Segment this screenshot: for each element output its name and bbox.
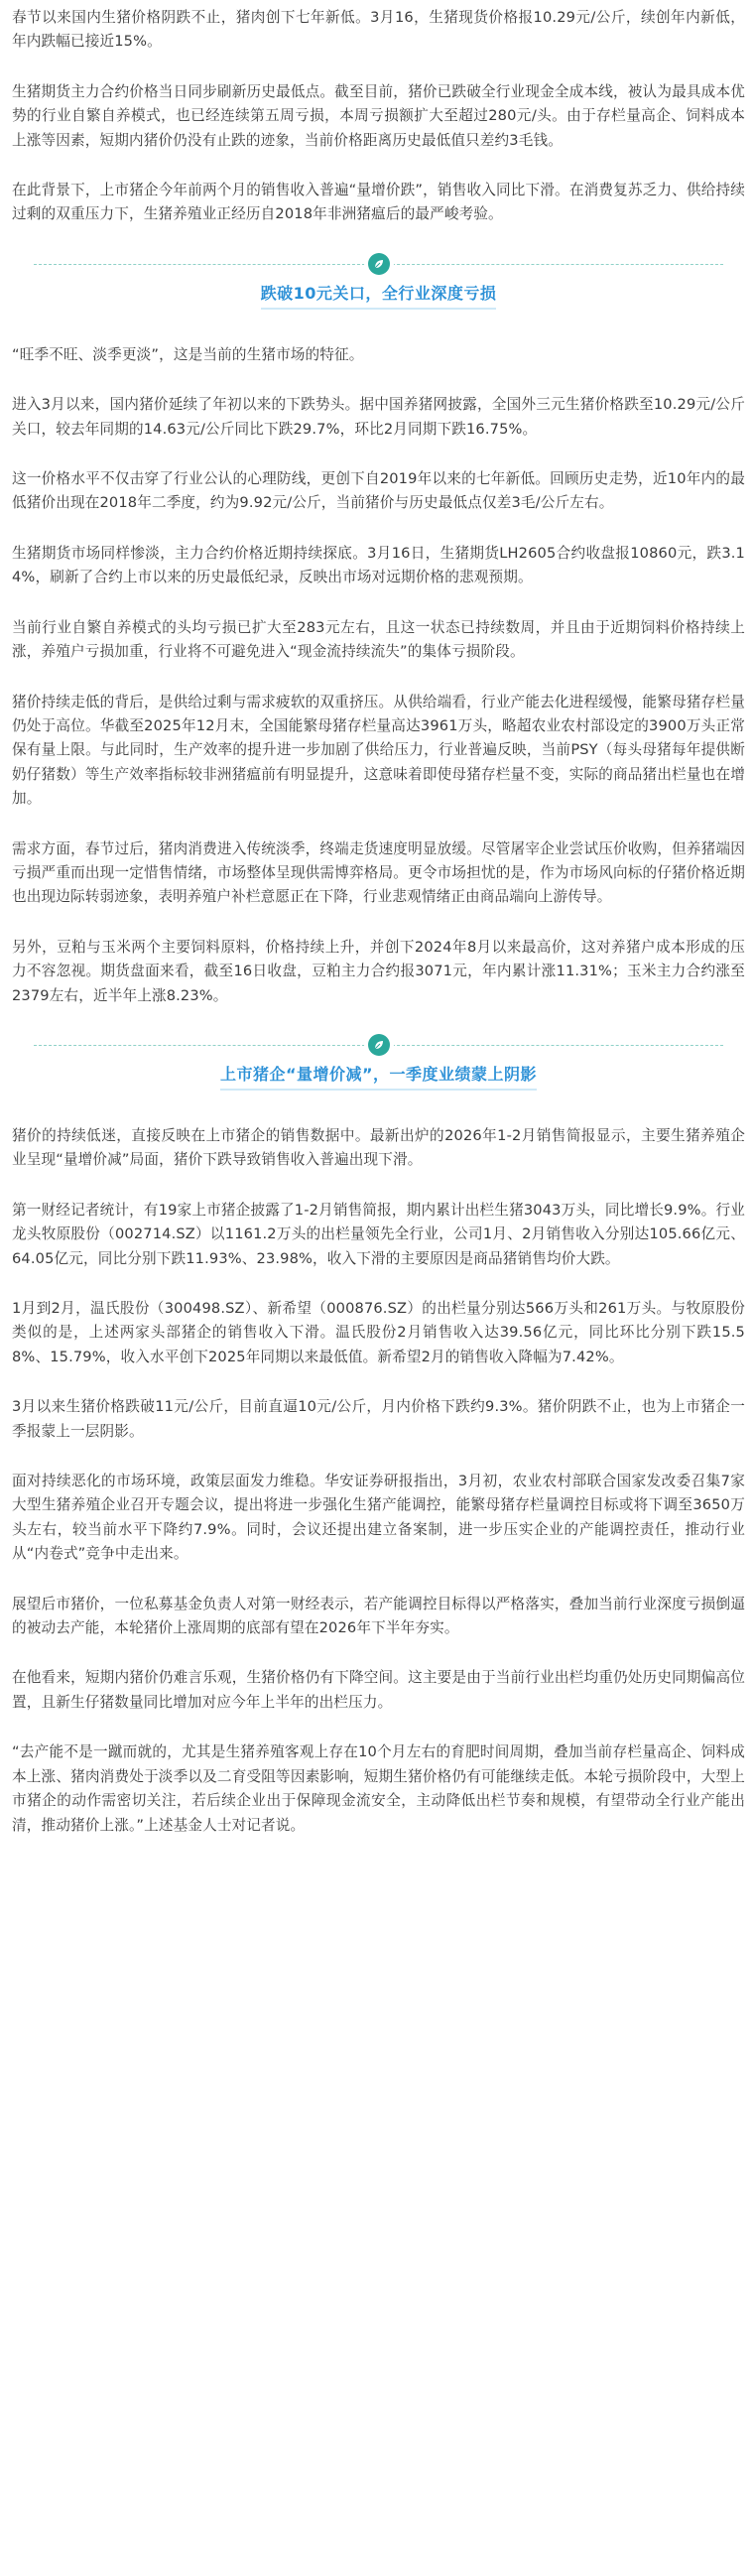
body-paragraph: 猪价持续走低的背后，是供给过剩与需求疲软的双重挤压。从供给端看，行业产能去化进程缓慢，能繁母猪存栏量仍处于高位。华截至2025年12月末，全国能繁母猪存栏量高达3961万头，略超农业农村部设定的3900万头正常保有量上限。与此同时，生产效率的提升进一步加剧了供给压力，行业普遍反映，当前PSY（每头母猪每年提供断奶仔猪数）等生产效率指标较非洲猪瘟前有明显提升，这意味着即使母猪存栏量不变，实际的商品猪出栏量也在增加。 xyxy=(12,693,745,808)
body-paragraph: 生猪期货市场同样惨淡，主力合约价格近期持续探底。3月16日，生猪期货LH2605合约收盘报10860元，跌3.14%，刷新了合约上市以来的历史最低纪录，反映出市场对远期价格的悲观预期。 xyxy=(12,544,745,586)
body-paragraph: 展望后市猪价，一位私募基金负责人对第一财经表示，若产能调控目标得以严格落实，叠加当前行业深度亏损倒逼的被动去产能，本轮猪价上涨周期的底部有望在2026年下半年夯实。 xyxy=(12,1595,745,1637)
section-divider xyxy=(12,253,745,275)
body-paragraph: 猪价的持续低迷，直接反映在上市猪企的销售数据中。最新出炉的2026年1-2月销售简报显示，主要生猪养殖企业呈现“量增价减”局面，猪价下跌导致销售收入普遍出现下滑。 xyxy=(12,1126,745,1169)
section-title: 上市猪企“量增价减”，一季度业绩蒙上阴影 xyxy=(220,1062,537,1091)
body-paragraph: 面对持续恶化的市场环境，政策层面发力维稳。华安证券研报指出，3月初，农业农村部联合国家发改委召集7家大型生猪养殖企业召开专题会议，提出将进一步强化生猪产能调控，能繁母猪存栏量调控目标或将下调至3650万头左右，较当前水平下降约7.9%。同时，会议还提出建立备案制，进一步压实企业的产能调控责任，推动行业从“内卷式”竞争中走出来。 xyxy=(12,1473,745,1563)
body-paragraph: 1月到2月，温氏股份（300498.SZ）、新希望（000876.SZ）的出栏量分别达566万头和261万头。与牧原股份类似的是，上述两家头部猪企的销售收入下滑。温氏股份2月销售收入达39.56亿元，同比环比分别下跌15.58%、15.79%，收入水平创下2025年同期以来最低值。新希望2月的销售收入降幅为7.42%。 xyxy=(12,1300,745,1365)
body-paragraph: 需求方面，春节过后，猪肉消费进入传统淡季，终端走货速度明显放缓。尽管屠宰企业尝试压价收购，但养猪端因亏损严重而出现一定惜售情绪，市场整体呈现供需博弈格局。更令市场担忧的是，作为市场风向标的仔猪价格近期也出现边际转弱迹象，表明养殖户补栏意愿正在下降，行业悲观情绪正由商品端向上游传导。 xyxy=(12,839,745,906)
intro-paragraph: 在此背景下，上市猪企今年前两个月的销售收入普遍“量增价跌”，销售收入同比下滑。在消费复苏乏力、供给持续过剩的双重压力下，生猪养殖业正经历自2018年非洲猪瘟后的最严峻考验。 xyxy=(12,182,745,223)
body-paragraph: 进入3月以来，国内猪价延续了年初以来的下跌势头。据中国养猪网披露，全国外三元生猪价格跌至10.29元/公斤关口，较去年同期的14.63元/公斤同比下跌29.7%，环比2月同期下跌16.75%。 xyxy=(12,396,745,438)
section-divider xyxy=(12,1034,745,1056)
intro-paragraph: 春节以来国内生猪价格阴跌不止，猪肉创下七年新低。3月16，生猪现货价格报10.29元/公斤，续创年内新低，年内跌幅已接近15%。 xyxy=(12,9,745,51)
section-title: 跌破10元关口，全行业深度亏损 xyxy=(261,281,497,310)
body-paragraph: 另外，豆粕与玉米两个主要饲料原料，价格持续上升，并创下2024年8月以来最高价，这对养猪户成本形成的压力不容忽视。期货盘面来看，截至16日收盘，豆粕主力合约报3071元，年内累计涨11.31%；玉米主力合约涨至2379左右，近半年上涨8.23%。 xyxy=(12,938,745,1004)
body-paragraph: 第一财经记者统计，有19家上市猪企披露了1-2月销售简报，期内累计出栏生猪3043万头，同比增长9.9%。行业龙头牧原股份（002714.SZ）以1161.2万头的出栏量领先全行业，公司1月、2月销售收入分别达105.66亿元、64.05亿元，同比分别下跌11.93%、23.98%，收入下滑的主要原因是商品猪销售均价大跌。 xyxy=(12,1201,745,1267)
section-heading xyxy=(12,253,745,310)
body-paragraph: 当前行业自繁自养模式的头均亏损已扩大至283元左右，且这一状态已持续数周，并且由于近期饲料价格持续上涨，养殖户亏损加重，行业将不可避免进入“现金流持续流失”的集体亏损阶段。 xyxy=(12,618,745,661)
leaf-icon xyxy=(368,253,390,275)
leaf-icon xyxy=(368,1034,390,1056)
intro-paragraph: 生猪期货主力合约价格当日同步刷新历史最低点。截至目前，猪价已跌破全行业现金全成本线，被认为最具成本优势的行业自繁自养模式，也已经连续第五周亏损，本周亏损额扩大至超过280元/头。由于存栏量高企、饲料成本上涨等因素，短期内猪价仍没有止跌的迹象，当前价格距离历史最低值只差约3毛钱。 xyxy=(12,82,745,149)
body-paragraph: 在他看来，短期内猪价仍难言乐观，生猪价格仍有下降空间。这主要是由于当前行业出栏均重仍处历史同期偏高位置，且新生仔猪数量同比增加对应今年上半年的出栏压力。 xyxy=(12,1669,745,1711)
section-heading xyxy=(12,1034,745,1091)
body-paragraph: 3月以来生猪价格跌破11元/公斤，目前直逼10元/公斤，月内价格下跌约9.3%。猪价阴跌不止，也为上市猪企一季报蒙上一层阴影。 xyxy=(12,1398,745,1440)
body-paragraph: 这一价格水平不仅击穿了行业公认的心理防线，更创下自2019年以来的七年新低。回顾历史走势，近10年内的最低猪价出现在2018年二季度，约为9.92元/公斤，当前猪价与历史最低点仅差3毛/公斤左右。 xyxy=(12,470,745,512)
body-paragraph: “旺季不旺、淡季更淡”，这是当前的生猪市场的特征。 xyxy=(12,345,364,363)
body-paragraph: “去产能不是一蹴而就的，尤其是生猪养殖客观上存在10个月左右的育肥时间周期，叠加当前存栏量高企、饲料成本上涨、猪肉消费处于淡季以及二育受阻等因素影响，短期生猪价格仍有可能继续走低。本轮亏损阶段中，大型上市猪企的动作需密切关注，若后续企业出于保障现金流安全，主动降低出栏节奏和规模，有望带动全行业产能出清，推动猪价上涨。”上述基金人士对记者说。 xyxy=(12,1743,745,1834)
